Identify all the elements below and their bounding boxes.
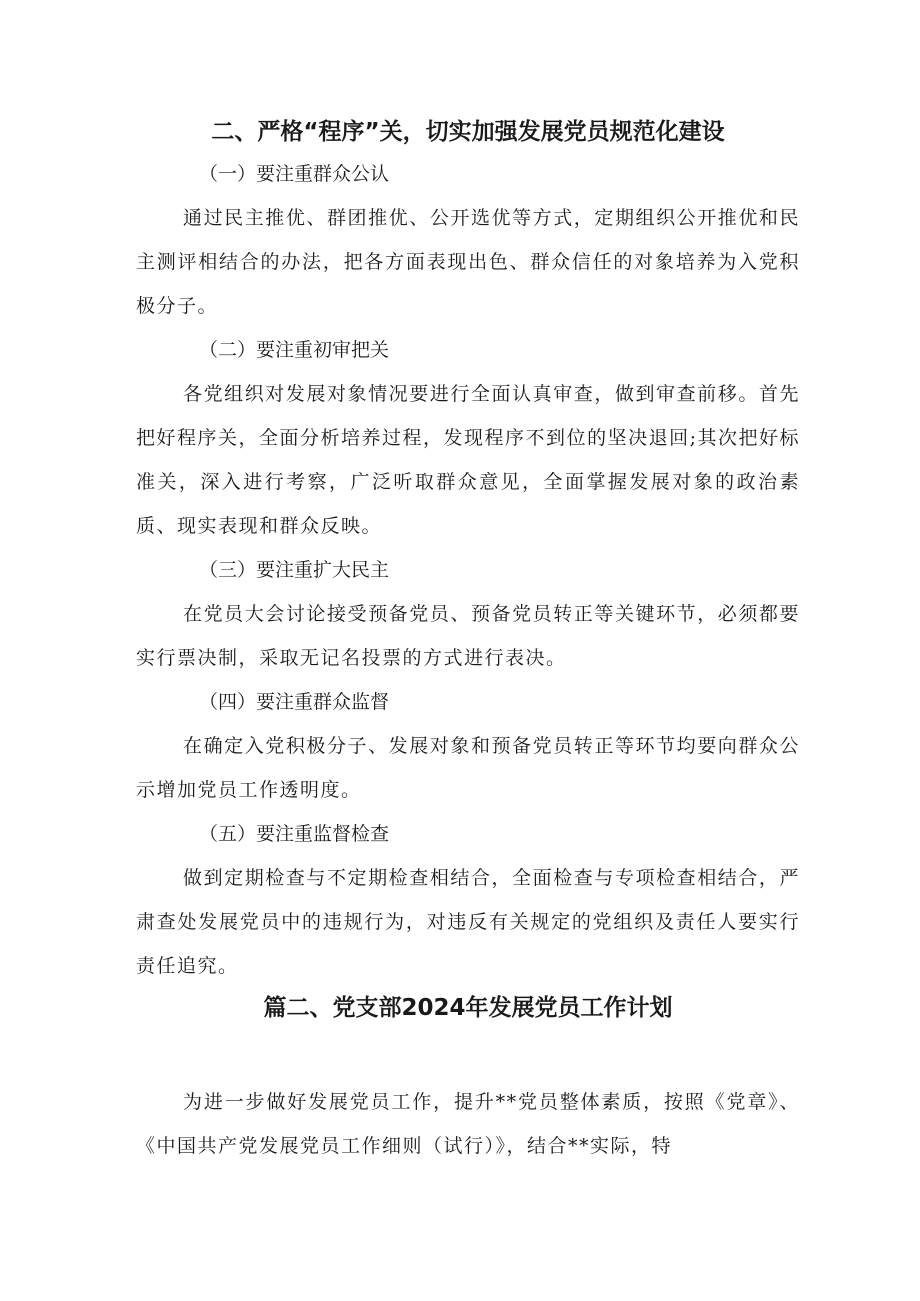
item-heading-5: （五）要注重监督检查: [199, 823, 390, 845]
item-heading-1: （一）要注重群众公认: [199, 163, 390, 185]
document-page: [136, 112, 800, 1168]
blank-line: [136, 1028, 800, 1080]
item-text-3: 在党员大会讨论接受预备党员、预备党员转正等关键环节，必须都要实行票决制，采取无记名投票的方式进行表决。: [136, 603, 800, 669]
item-text-1: 通过民主推优、群团推优、公开选优等方式，定期组织公开推优和民主测评相结合的办法，把各方面表现出色、群众信任的对象培养为入党积极分子。: [136, 207, 800, 317]
item-heading-3: （三）要注重扩大民主: [199, 559, 390, 581]
item-text-4: 在确定入党积极分子、发展对象和预备党员转正等环节均要向群众公示增加党员工作透明度。: [136, 735, 800, 801]
item-text-2: 各党组织对发展对象情况要进行全面认真审查，做到审查前移。首先把好程序关，全面分析培养过程，发现程序不到位的坚决退回;其次把好标准关，深入进行考察，广泛听取群众意见，全面掌握发展对象的政治素质、现实表现和群众反映。: [136, 383, 800, 537]
section-two-title: 二、严格“程序”关，切实加强发展党员规范化建设: [211, 119, 725, 145]
item-text-5: 做到定期检查与不定期检查相结合，全面检查与专项检查相结合，严肃查处发展党员中的违规行为，对违反有关规定的党组织及责任人要实行责任追究。: [136, 867, 800, 977]
item-heading-4: （四）要注重群众监督: [199, 691, 390, 713]
part-two-intro: 为进一步做好发展党员工作，提升**党员整体素质，按照《党章》、《中国共产党发展党员工作细则（试行）》，结合**实际，特: [136, 1091, 800, 1157]
part-two-title: 篇二、党支部2024年发展党员工作计划: [263, 995, 673, 1021]
item-heading-2: （二）要注重初审把关: [199, 339, 390, 361]
